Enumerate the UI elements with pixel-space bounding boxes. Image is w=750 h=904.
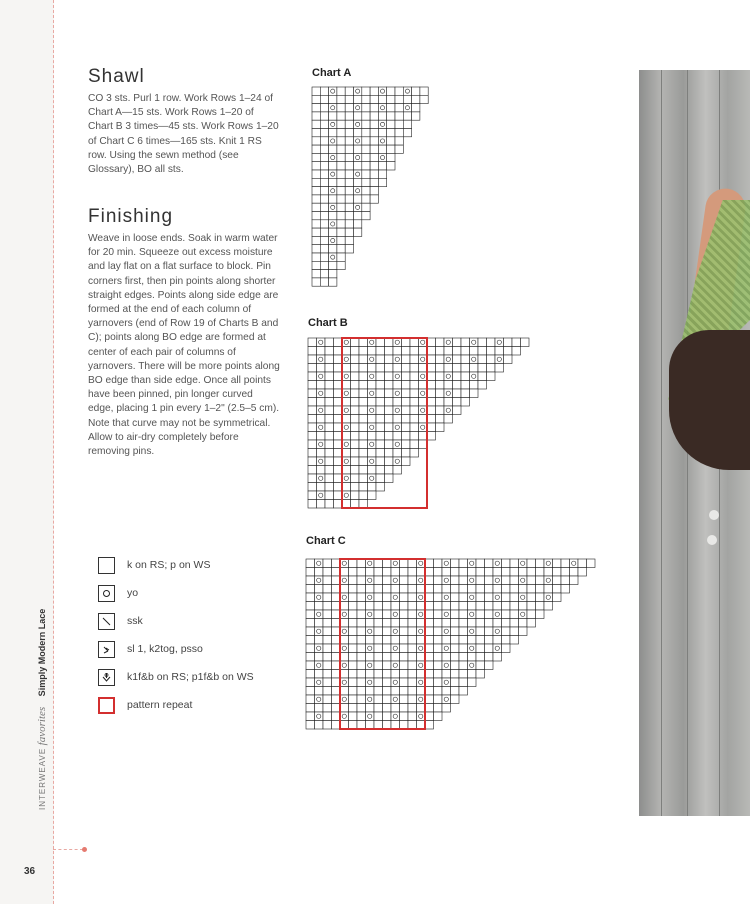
key-item-kfb: k1f&b on RS; p1f&b on WS bbox=[98, 669, 298, 689]
increase-icon bbox=[98, 669, 115, 686]
chart-c-title: Chart C bbox=[306, 535, 346, 547]
chart-a-title: Chart A bbox=[312, 67, 352, 79]
running-footer bbox=[36, 609, 48, 810]
ssk-icon bbox=[98, 613, 115, 630]
pattern-repeat-icon bbox=[98, 697, 115, 714]
margin-marker bbox=[53, 849, 83, 851]
page-number: 36 bbox=[24, 866, 36, 877]
key-item-ssk: ssk bbox=[98, 613, 298, 633]
finishing-heading: Finishing bbox=[88, 206, 174, 227]
series-name: favorites bbox=[36, 706, 48, 746]
key-item-sk2p: sl 1, k2tog, psso bbox=[98, 641, 298, 661]
key-item-repeat: pattern repeat bbox=[98, 697, 298, 717]
chart-a bbox=[312, 87, 472, 297]
shawl-heading: Shawl bbox=[88, 66, 145, 87]
chart-b-title: Chart B bbox=[308, 317, 348, 329]
yarnover-icon bbox=[98, 585, 115, 602]
chart-b bbox=[308, 338, 558, 518]
chart-c bbox=[306, 559, 626, 739]
knit-symbol bbox=[98, 557, 115, 574]
key-item-yo: yo bbox=[98, 585, 298, 605]
model-sleeve bbox=[669, 330, 750, 470]
shawl-instructions: CO 3 sts. Purl 1 row. Work Rows 1–24 of Chart A—15 sts. Work Rows 1–20 of Chart B 3 times—45 sts. Work Rows 1–20 of Chart C 6 times—165 sts. Knit 1 RS row. Using the sewn method (see Glossary), BO all sts. bbox=[88, 93, 279, 176]
book-title: Simply Modern Lace bbox=[37, 608, 47, 697]
shawl-photo bbox=[639, 70, 750, 816]
brand-name: INTERWEAVE bbox=[38, 747, 47, 810]
double-decrease-icon bbox=[98, 641, 115, 658]
key-item-knit: k on RS; p on WS bbox=[98, 557, 298, 577]
finishing-instructions: Weave in loose ends. Soak in warm water for 20 min. Squeeze out excess moisture and lay flat on a flat surface to block. Pin corners first, then pin points along shorter straight edges. Points along side edge are formed at the end of each column of yarnovers (end of Row 19 of Charts B and C); points along BO edge are formed at center of each pair of columns of yarnovers. There will be more points along BO edge than side edge. Once all points have been pinned, pin longer curved edge, placing 1 pin every 1–2" (2.5–5 cm). Note that curve may not be symmetrical. Allow to air-dry completely before removing pins. bbox=[88, 233, 280, 458]
